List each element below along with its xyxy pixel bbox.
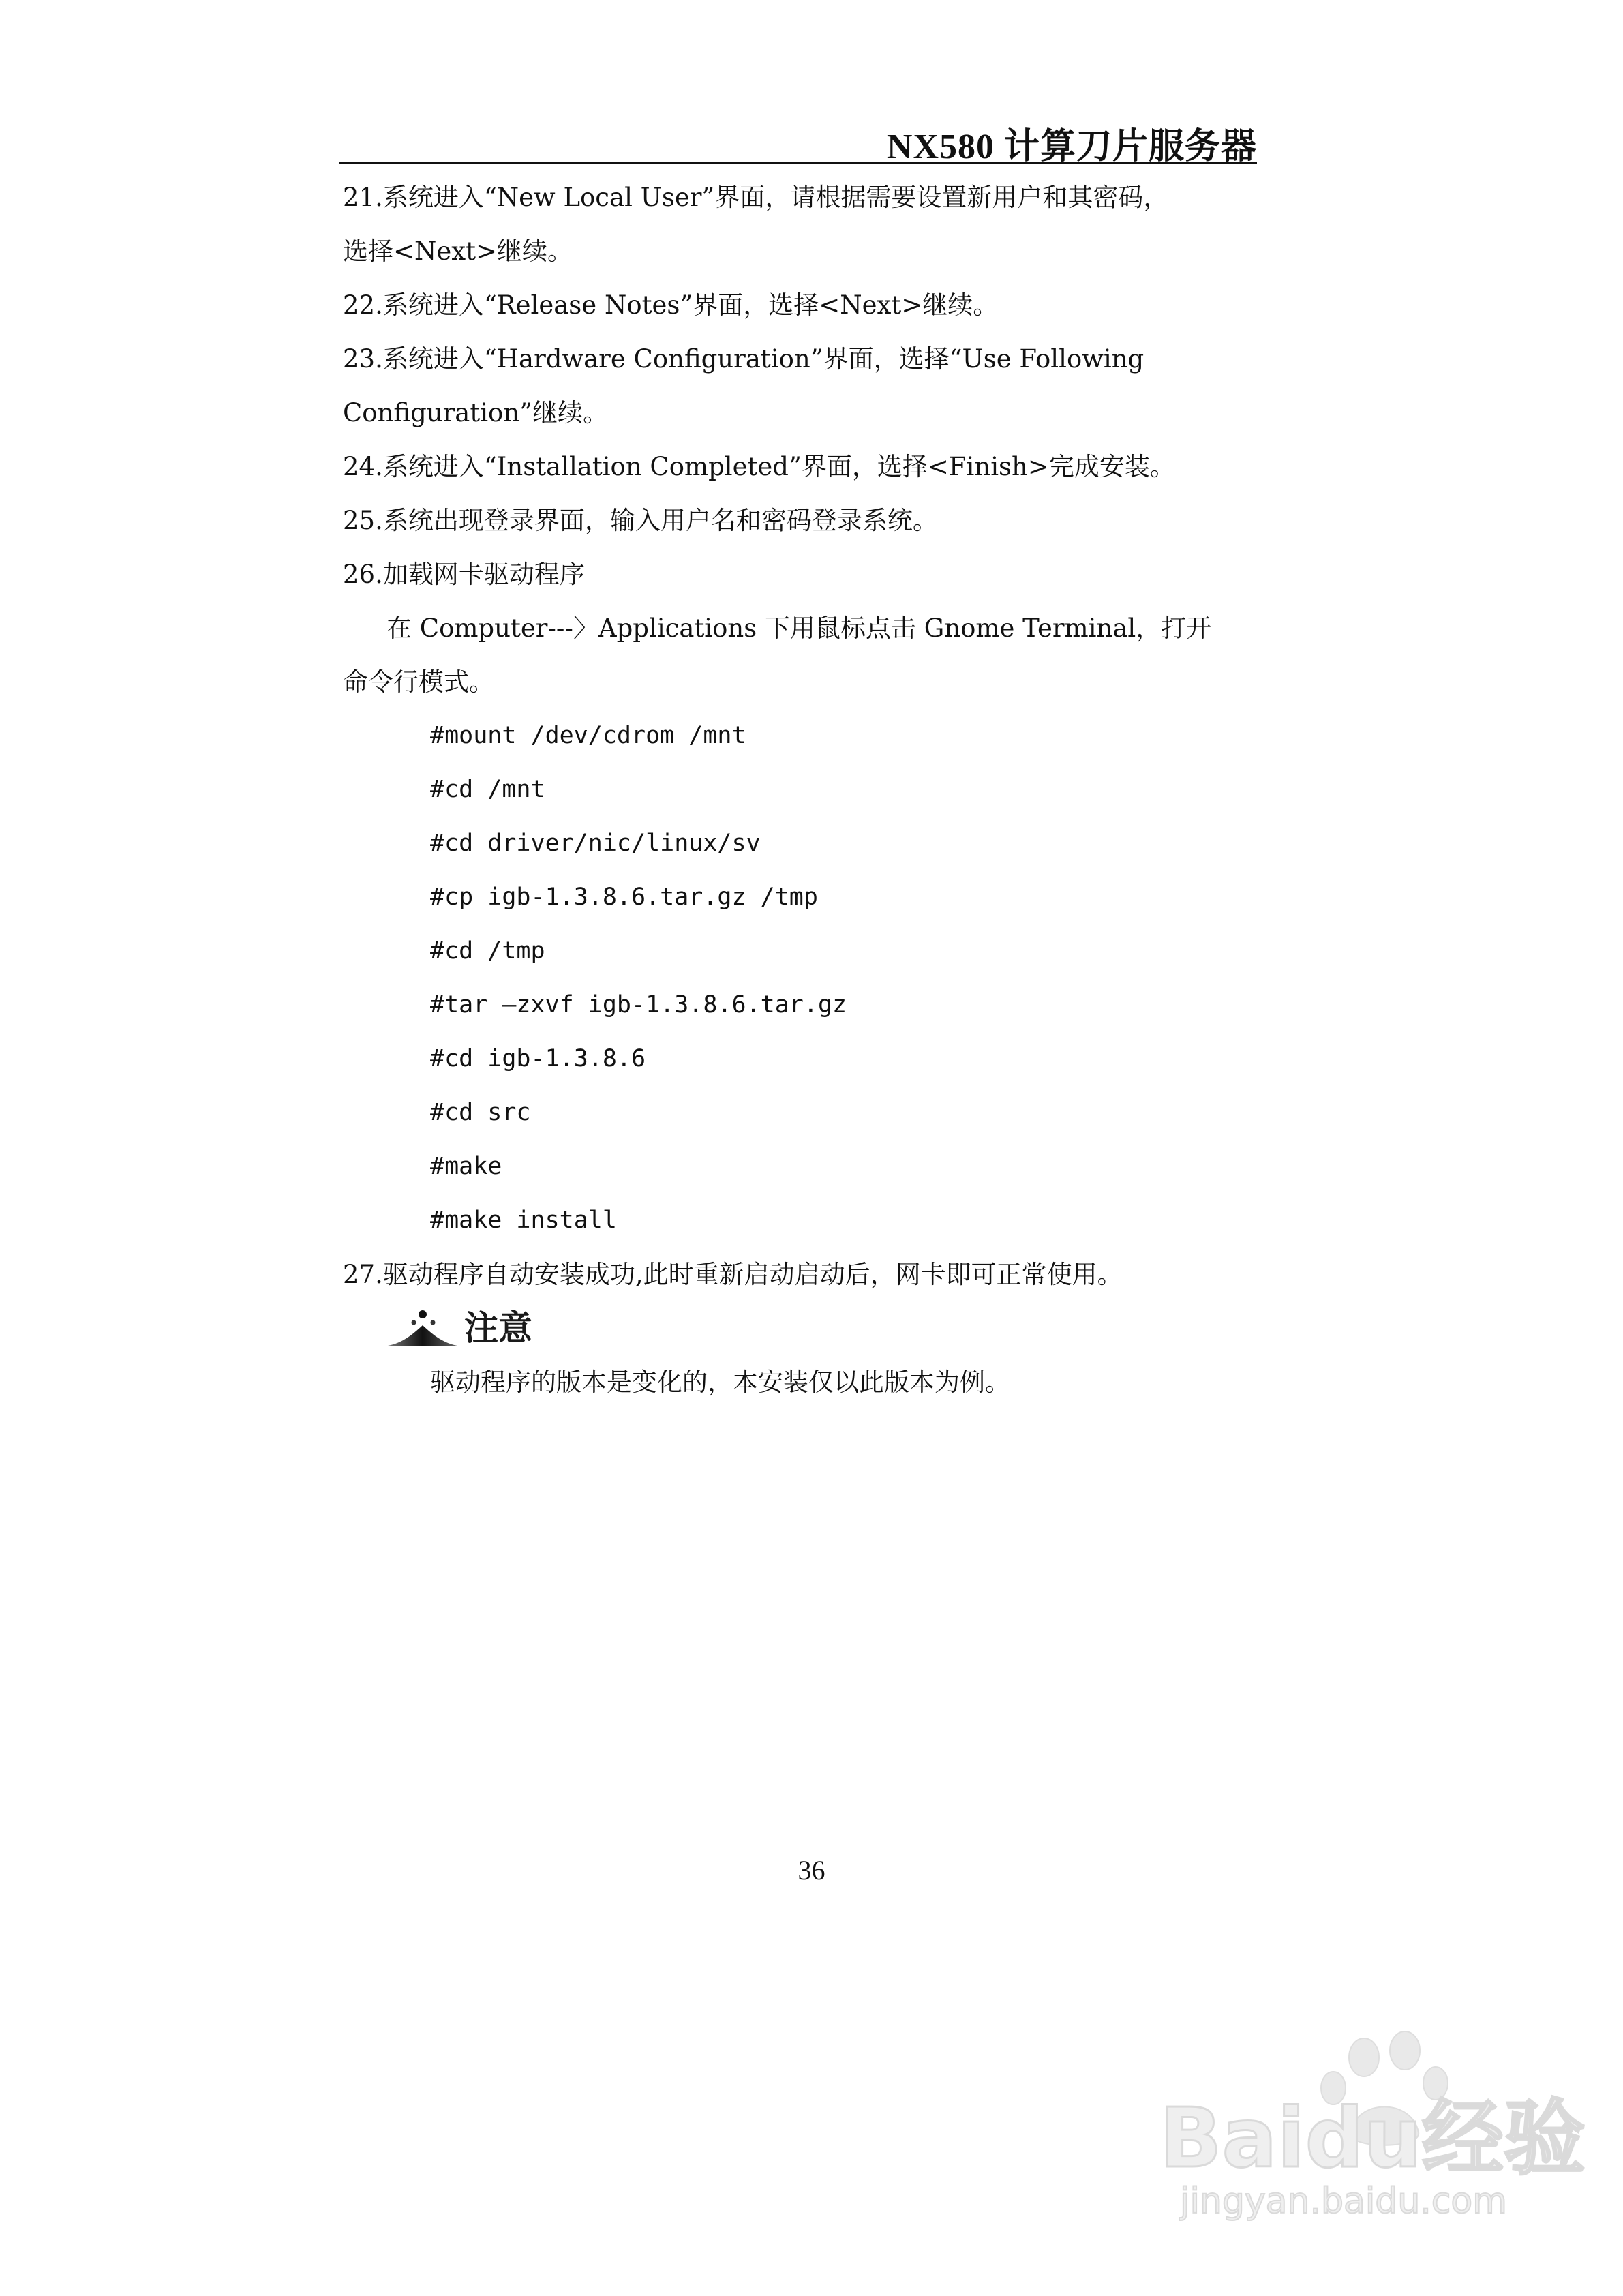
- terminal-intro-line-1: 在 Computer---〉Applications 下用鼠标点击 Gnome Terminal，打开: [386, 614, 1212, 643]
- note-title: 注意: [464, 1308, 532, 1348]
- step-22: 22.系统进入“Release Notes”界面，选择<Next>继续。: [343, 290, 999, 320]
- step-26: 26.加载网卡驱动程序: [343, 560, 585, 589]
- command-line: #make: [430, 1153, 502, 1180]
- page-header-title: NX580 计算刀片服务器: [886, 127, 1257, 166]
- command-line: #cd igb-1.3.8.6: [430, 1045, 646, 1072]
- baidu-jingyan-watermark: [1153, 2030, 1586, 2228]
- note-body: 驱动程序的版本是变化的，本安装仅以此版本为例。: [430, 1368, 1010, 1397]
- step-21-line-2: 选择<Next>继续。: [343, 237, 573, 266]
- step-21-line-1: 21.系统进入“New Local User”界面，请根据需要设置新用户和其密码，: [343, 183, 1169, 212]
- watermark-url-text: jingyan.baidu.com: [1180, 2181, 1507, 2222]
- terminal-intro-line-2: 命令行模式。: [343, 667, 494, 697]
- step-23-line-1: 23.系统进入“Hardware Configuration”界面，选择“Use Following: [343, 344, 1144, 374]
- document-body: [343, 170, 1260, 1409]
- command-line: #cd /tmp: [430, 937, 545, 965]
- step-27: 27.驱动程序自动安装成功,此时重新启动启动后，网卡即可正常使用。: [343, 1260, 1123, 1289]
- note-heading: [385, 1301, 1260, 1355]
- page-number: 36: [798, 1855, 825, 1886]
- command-line: #tar –zxvf igb-1.3.8.6.tar.gz: [430, 991, 847, 1018]
- command-line: #cd /mnt: [430, 776, 545, 803]
- watermark-brand-text: Baidu经验: [1159, 2091, 1586, 2186]
- step-24: 24.系统进入“Installation Completed”界面，选择<Finish>完成安装。: [343, 452, 1175, 481]
- command-line: #cp igb-1.3.8.6.tar.gz /tmp: [430, 883, 818, 911]
- note-mountain-icon: [385, 1308, 460, 1350]
- command-line: #cd driver/nic/linux/sv: [430, 830, 761, 857]
- command-line: #cd src: [430, 1099, 531, 1126]
- step-23-line-2: Configuration”继续。: [343, 398, 609, 427]
- step-25: 25.系统出现登录界面，输入用户名和密码登录系统。: [343, 506, 938, 535]
- command-line: #make install: [430, 1207, 617, 1234]
- baidu-paw-logo-icon: [1153, 2030, 1586, 2228]
- command-line: #mount /dev/cdrom /mnt: [430, 722, 746, 749]
- header-divider: [339, 162, 1257, 164]
